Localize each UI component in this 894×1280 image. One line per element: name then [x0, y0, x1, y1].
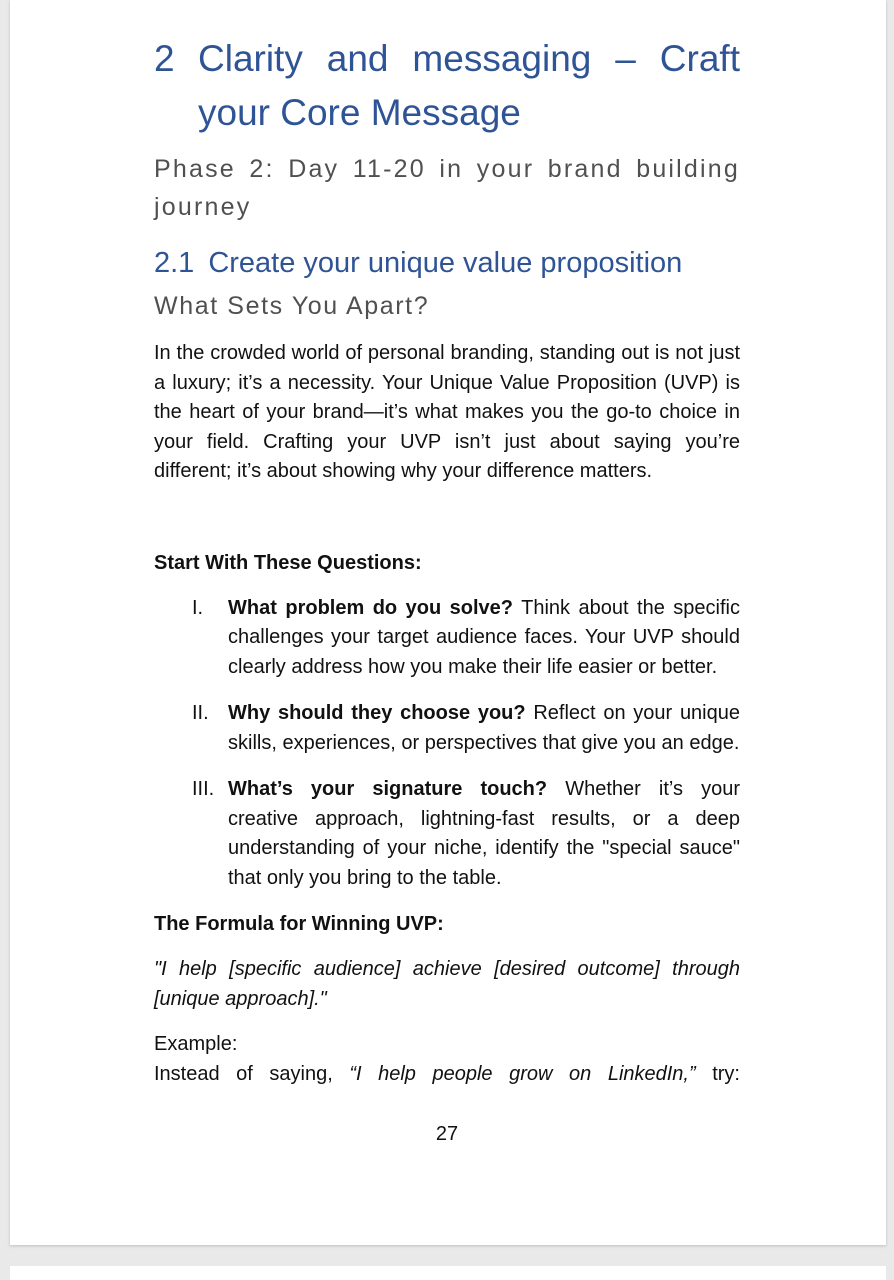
- chapter-title-line2: your Core Message: [198, 92, 521, 133]
- intro-paragraph: In the crowded world of personal branding, standing out is not just a luxury; it’s a necessity. Your Unique Value Proposition (UVP) is the heart of your brand—it’s what makes you the go-to choice in your field. Crafting your UVP isn’t just about saying you’re different; it’s about showing why your difference matters.: [154, 342, 740, 482]
- section-number: 2.1: [154, 247, 195, 279]
- list-numeral: II.: [192, 702, 209, 724]
- instead-line: [154, 1060, 740, 1090]
- chapter-heading: [154, 32, 740, 140]
- instead-tail: try:: [695, 1062, 740, 1085]
- formula-label: The Formula for Winning UVP:: [154, 913, 444, 935]
- questions-list: [154, 594, 740, 894]
- list-item: [154, 775, 740, 893]
- page-content: [154, 32, 740, 1089]
- instead-quote: “I help people grow on LinkedIn,”: [349, 1062, 696, 1085]
- question-bold: What problem do you solve?: [228, 596, 514, 619]
- phase-subtitle: Phase 2: Day 11-20 in your brand building journey: [154, 155, 740, 221]
- question-bold: Why should they choose you?: [228, 702, 526, 724]
- chapter-title: [198, 32, 740, 140]
- instead-lead: Instead of saying,: [154, 1062, 350, 1085]
- list-item: [154, 594, 740, 683]
- document-page: [10, 0, 886, 1245]
- list-item: [154, 699, 740, 758]
- chapter-number: 2: [154, 38, 175, 79]
- formula-text: "I help [specific audience] achieve [desired outcome] through [unique approach].": [154, 958, 740, 1010]
- question-text: Reflect on your unique skills, experiences, or perspectives that give you an edge.: [228, 702, 740, 754]
- next-page-edge: [10, 1266, 886, 1280]
- list-numeral: III.: [192, 778, 215, 800]
- question-text: Whether it’s your creative approach, lightning-fast results, or a deep understanding of your niche, identify the "special sauce" that only you bring to the table.: [228, 778, 740, 889]
- question-bold: What’s your signature touch?: [228, 778, 548, 800]
- example-label: Example:: [154, 1033, 238, 1055]
- questions-label: Start With These Questions:: [154, 551, 422, 574]
- question-text: Think about the specific challenges your target audience faces. Your UVP should clearly address how you make their life easier or better.: [228, 596, 740, 678]
- list-numeral: I.: [192, 596, 204, 619]
- section-title: Create your unique value proposition: [208, 247, 683, 279]
- page-number: 27: [435, 1123, 459, 1145]
- chapter-title-line1: Clarity and messaging – Craft: [198, 38, 740, 79]
- subheading: What Sets You Apart?: [154, 292, 430, 320]
- section-heading: [154, 243, 740, 283]
